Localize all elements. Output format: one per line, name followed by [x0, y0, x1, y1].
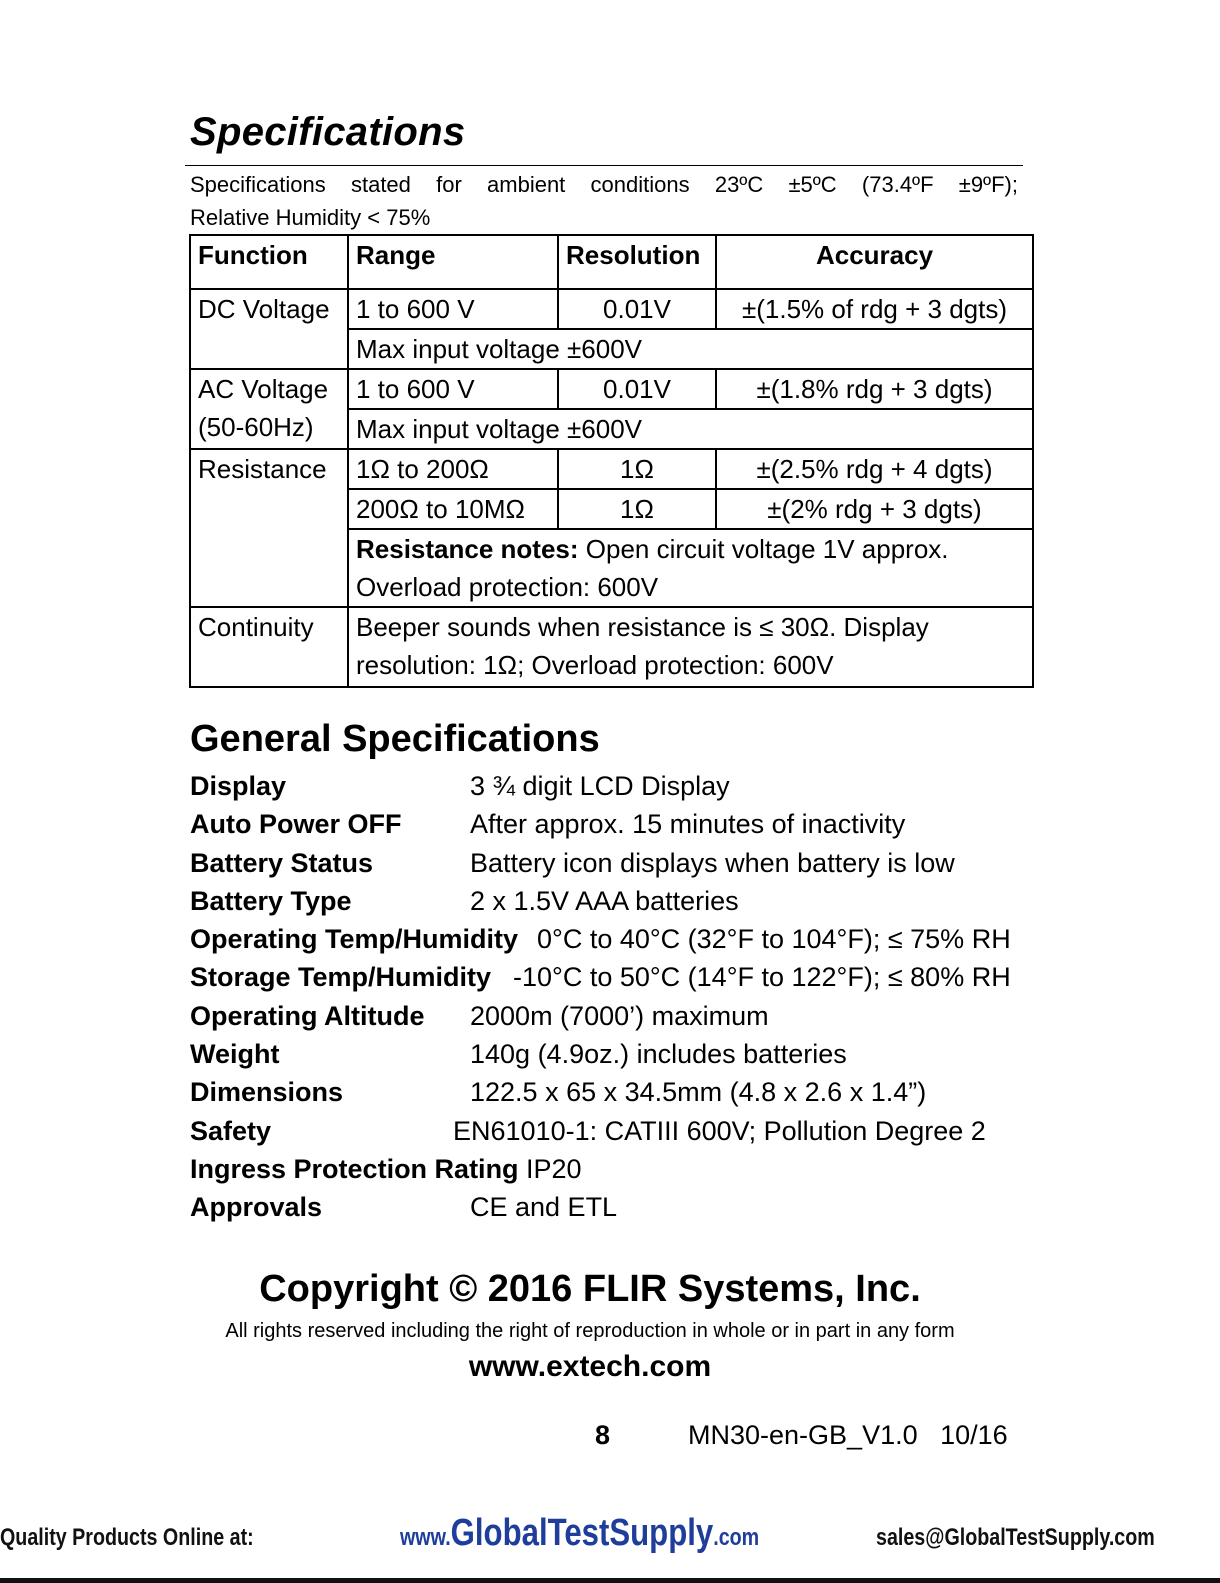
- spec-value: -10°C to 50°C (14°F to 122°F); ≤ 80% RH: [513, 962, 1011, 993]
- res-notes-label: Resistance notes:: [356, 534, 579, 564]
- spec-value: 2000m (7000’) maximum: [470, 1000, 769, 1031]
- intro-word: for: [436, 172, 462, 197]
- intro-word: ambient: [487, 172, 566, 197]
- cont-function: Continuity: [190, 607, 348, 687]
- ac-range: 1 to 600 V: [348, 369, 558, 409]
- title-underline: [185, 165, 1023, 166]
- header-accuracy: Accuracy: [716, 235, 1033, 289]
- cont-description: [348, 607, 1033, 687]
- site-prefix: www.: [400, 1524, 451, 1551]
- page-title: Specifications: [190, 110, 466, 154]
- res-range-2: 200Ω to 10MΩ: [348, 489, 558, 529]
- cont-line: resolution: 1Ω; Overload protection: 600V: [356, 650, 834, 680]
- intro-word: conditions: [590, 172, 690, 197]
- res-resolution-2: 1Ω: [558, 489, 716, 529]
- spec-value: 140g (4.9oz.) includes batteries: [470, 1039, 847, 1070]
- dc-range: 1 to 600 V: [348, 289, 558, 329]
- list-item: [190, 805, 1030, 843]
- spec-label: Battery Status: [190, 847, 374, 878]
- spec-label: Ingress Protection Rating: [190, 1153, 519, 1184]
- list-item: [190, 1150, 1030, 1188]
- list-item: [190, 767, 1030, 805]
- ac-accuracy: ±(1.8% rdg + 3 dgts): [716, 369, 1033, 409]
- list-item: [190, 1035, 1030, 1073]
- ac-note: Max input voltage ±600V: [348, 409, 1033, 449]
- spec-value: After approx. 15 minutes of inactivity: [470, 809, 906, 840]
- spec-label: Dimensions: [190, 1077, 344, 1108]
- res-notes: [348, 529, 1033, 607]
- intro-word: stated: [350, 172, 411, 197]
- spec-label: Safety: [190, 1115, 272, 1146]
- table-row: [190, 289, 1033, 329]
- intro-word: 23ºC: [714, 172, 764, 197]
- spec-label: Battery Type: [190, 885, 352, 916]
- spec-value: Battery icon displays when battery is low: [470, 847, 955, 878]
- website-link[interactable]: www.extech.com: [468, 1350, 712, 1383]
- general-specs-list: [190, 767, 1030, 1227]
- footer-site-link[interactable]: [400, 1512, 759, 1555]
- header-resolution: Resolution: [558, 235, 716, 289]
- spec-value: 122.5 x 65 x 34.5mm (4.8 x 2.6 x 1.4”): [470, 1077, 927, 1108]
- rights-statement: All rights reserved including the right of reproduction in whole or in part in any form: [225, 1320, 955, 1342]
- specifications-table: [189, 234, 1034, 688]
- spec-value: 3 ¾ digit LCD Display: [470, 771, 730, 801]
- intro-line-1: [190, 168, 1018, 201]
- spec-label: Approvals: [190, 1192, 323, 1223]
- ac-function-line: AC Voltage: [198, 374, 329, 404]
- list-item: [190, 997, 1030, 1035]
- res-accuracy-2: ±(2% rdg + 3 dgts): [716, 489, 1033, 529]
- table-row: [190, 449, 1033, 489]
- ac-function: [190, 369, 348, 449]
- page-number: 8: [595, 1420, 611, 1450]
- spec-label: Display: [190, 771, 287, 801]
- intro-line-2: Relative Humidity < 75%: [190, 205, 431, 230]
- list-item: [190, 1188, 1030, 1226]
- res-resolution-1: 1Ω: [558, 449, 716, 489]
- spec-value: 0°C to 40°C (32°F to 104°F); ≤ 75% RH: [537, 924, 1011, 955]
- spec-label: Weight: [190, 1039, 280, 1070]
- ac-resolution: 0.01V: [558, 369, 716, 409]
- spec-value: EN61010-1: CATIII 600V; Pollution Degree 2: [453, 1115, 986, 1146]
- spec-label: Operating Altitude: [190, 1000, 425, 1031]
- table-row: [190, 369, 1033, 409]
- list-item: [190, 844, 1030, 882]
- site-main: GlobalTestSupply: [450, 1512, 714, 1554]
- document-id: MN30-en-GB_V1.0 10/16: [688, 1420, 1008, 1450]
- res-function: Resistance: [190, 449, 348, 607]
- list-item: [190, 882, 1030, 920]
- spec-label: Auto Power OFF: [190, 809, 402, 840]
- spec-value: IP20: [526, 1153, 582, 1184]
- table-header-row: [190, 235, 1033, 289]
- intro-word: (73.4ºF: [861, 172, 934, 197]
- copyright-title: Copyright © 2016 FLIR Systems, Inc.: [259, 1268, 921, 1310]
- dc-function: DC Voltage: [190, 289, 348, 369]
- spec-value: 2 x 1.5V AAA batteries: [470, 885, 739, 916]
- spec-label: Operating Temp/Humidity: [190, 924, 519, 955]
- intro-text: [190, 168, 1018, 234]
- footer-tagline: Quality Products Online at:: [0, 1524, 254, 1551]
- res-notes-text-2: Overload protection: 600V: [356, 572, 659, 602]
- footer-banner: [0, 1510, 1220, 1583]
- list-item: [190, 958, 1030, 996]
- list-item: [190, 1112, 1030, 1150]
- dc-accuracy: ±(1.5% of rdg + 3 dgts): [716, 289, 1033, 329]
- site-suffix: .com: [713, 1524, 760, 1551]
- bottom-border: [0, 1578, 1220, 1583]
- footer-email[interactable]: sales@GlobalTestSupply.com: [876, 1524, 1155, 1551]
- header-range: Range: [348, 235, 558, 289]
- dc-resolution: 0.01V: [558, 289, 716, 329]
- list-item: [190, 920, 1030, 958]
- header-function: Function: [190, 235, 348, 289]
- res-range-1: 1Ω to 200Ω: [348, 449, 558, 489]
- ac-function-line: (50-60Hz): [198, 412, 314, 442]
- general-specs-title: General Specifications: [190, 718, 600, 760]
- res-accuracy-1: ±(2.5% rdg + 4 dgts): [716, 449, 1033, 489]
- dc-note: Max input voltage ±600V: [348, 329, 1033, 369]
- spec-value: CE and ETL: [470, 1192, 618, 1223]
- intro-word: Specifications: [190, 172, 326, 197]
- table-row: [190, 607, 1033, 687]
- spec-label: Storage Temp/Humidity: [190, 962, 492, 993]
- cont-line: Beeper sounds when resistance is ≤ 30Ω. Display: [356, 612, 929, 642]
- list-item: [190, 1073, 1030, 1111]
- intro-word: ±5ºC: [788, 172, 837, 197]
- intro-word: ±9ºF);: [958, 172, 1018, 197]
- res-notes-text: Open circuit voltage 1V approx.: [578, 534, 949, 564]
